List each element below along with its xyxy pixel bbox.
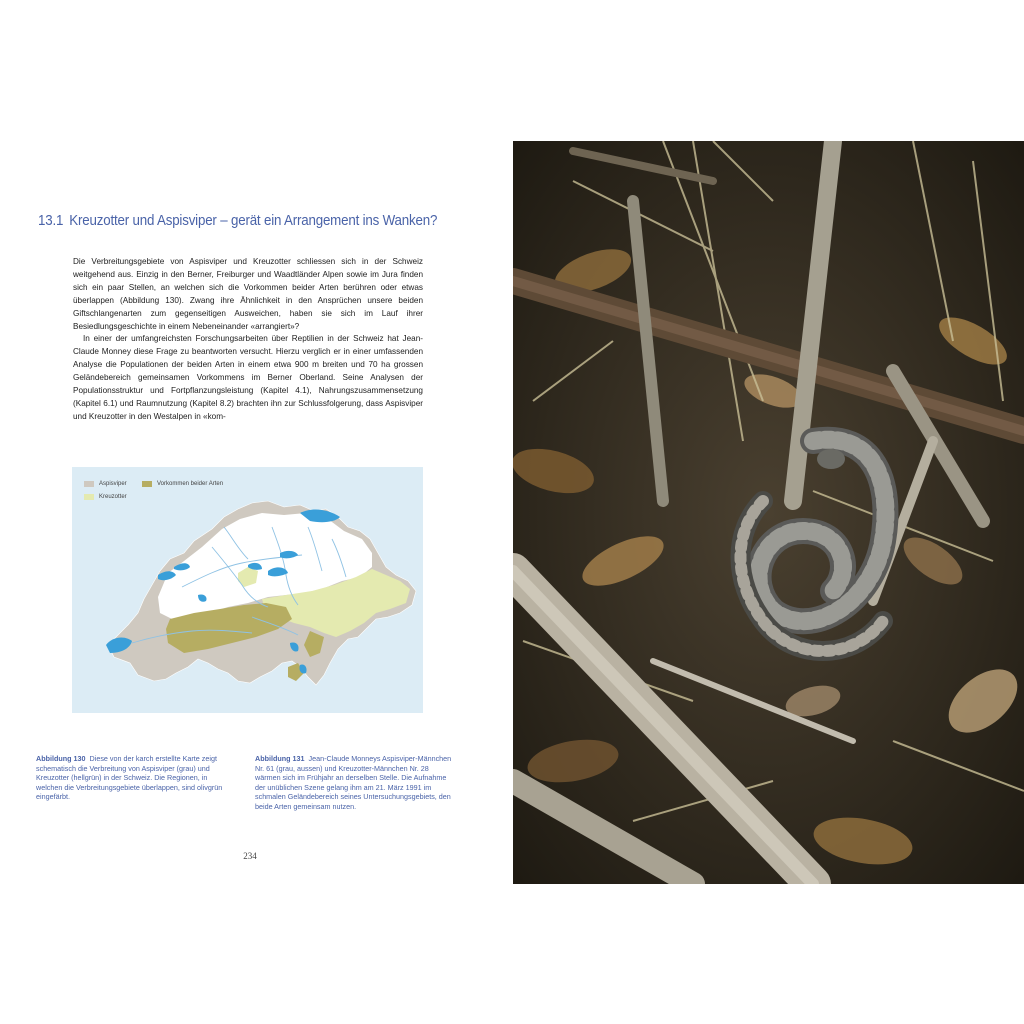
viper-photo bbox=[513, 141, 1024, 884]
switzerland-map-graphic bbox=[72, 467, 423, 713]
caption-130-label: Abbildung 130 bbox=[36, 754, 86, 763]
legend-label-overlap: Vorkommen beider Arten bbox=[157, 481, 224, 487]
page-number: 234 bbox=[243, 851, 257, 861]
paragraph-1: Die Verbreitungsgebiete von Aspisviper und Kreuzotter schliessen sich in der Schweiz weitgehend aus. Einzig in den Berner, Freiburger und Waadtländer Alpen sowie im Jura finden sich ein paar Stellen, an welchen sich die Vorkommen beider Arten berühren oder etwas überlappen (Abbildung 130). Zwang ihre Ähnlichkeit in den Ansprüchen unsere beiden Giftschlangenarten zum gegenseitigen Ausweichen, haben sie sich im Lauf ihrer Besiedlungsgeschichte in einem Nebeneinander «arrangiert»? bbox=[73, 257, 423, 331]
caption-131-label: Abbildung 131 bbox=[255, 754, 305, 763]
caption-130-text: Diese von der karch erstellte Karte zeigt schematisch die Verbreitung von Aspisviper (grau) und Kreuzotter (hellgrün) in der Schweiz. Die Regionen, in welchen die Verbreitungsgebiete überlappen, sind olivgrün eingefärbt. bbox=[36, 754, 223, 802]
caption-131-text: Jean-Claude Monneys Aspisviper-Männchen Nr. 61 (grau, aussen) und Kreuzotter-Männchen Nr. 28 wärmen sich im Frühjahr an derselben Stelle. Die Aufnahme der unüblichen Szene gelang ihm am 21. März 1991 im schmalen Geländebereich seines Untersuchungsgebiets, den beide Arten gemeinsam nutzen. bbox=[255, 754, 452, 811]
caption-figure-131 bbox=[255, 754, 453, 812]
section-number: 13.1 bbox=[38, 213, 64, 229]
legend-label-kreuzotter: Kreuzotter bbox=[99, 494, 127, 500]
distribution-map bbox=[72, 467, 423, 713]
section-heading bbox=[38, 213, 443, 229]
legend-swatch-aspisviper bbox=[84, 481, 94, 487]
legend-label-aspisviper: Aspisviper bbox=[99, 481, 127, 487]
legend-swatch-overlap bbox=[142, 481, 152, 487]
caption-figure-130 bbox=[36, 754, 234, 802]
legend-swatch-kreuzotter bbox=[84, 494, 94, 500]
viper-photo-illustration bbox=[513, 141, 1024, 884]
body-text bbox=[73, 256, 423, 424]
section-title: Kreuzotter und Aspisviper – gerät ein Arrangement ins Wanken? bbox=[69, 213, 438, 229]
paragraph-2: In einer der umfangreichsten Forschungsarbeiten über Reptilien in der Schweiz hat Jean-Claude Monney diese Frage zu beantworten versucht. Hierzu verglich er in einer umfassenden Analyse die Populationen der beiden Arten in einem etwa 900 m breiten und 70 ha grossen Geländebereich gemeinsamen Vorkommens im Berner Oberland. Seine Analysen der Populationsstruktur und Fortpflanzungsleistung (Kapitel 4.1), Nahrungszusammensetzung (Kapitel 6.1) und Raumnutzung (Kapitel 8.2) brachten ihn zur Schlussfolgerung, dass Aspisviper und Kreuzotter in den Westalpen in «kom- bbox=[73, 334, 423, 421]
